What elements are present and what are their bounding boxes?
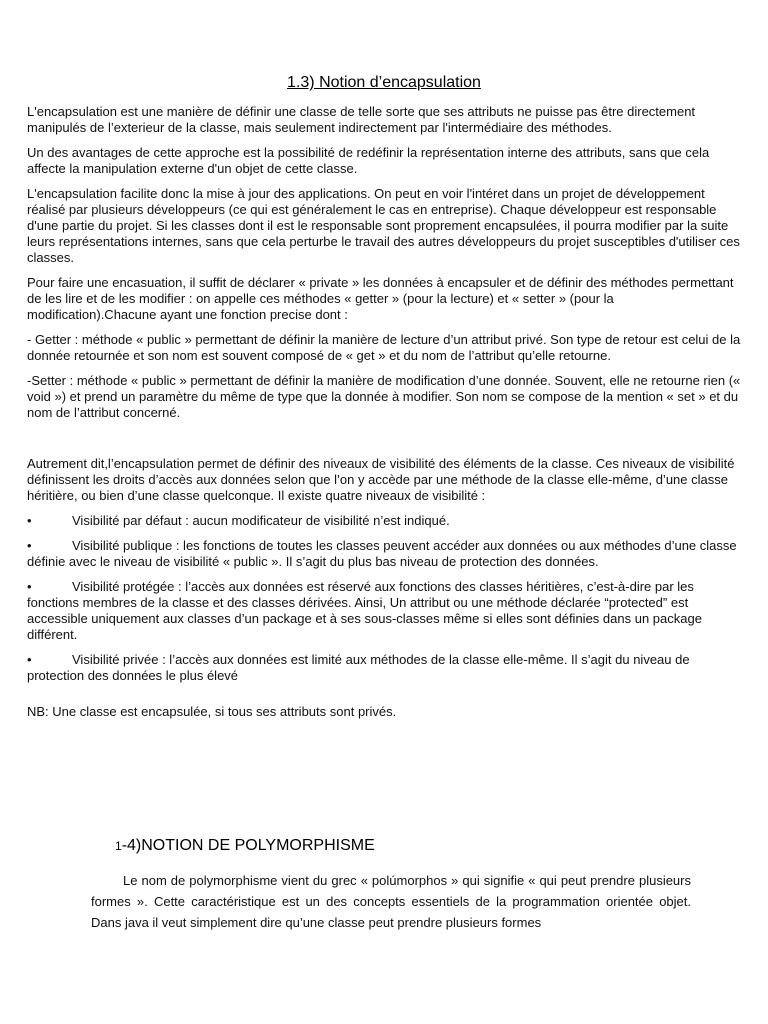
- note-nb: NB: Une classe est encapsulée, si tous ses attributs sont privés.: [27, 704, 397, 719]
- paragraph-maintenance: L'encapsulation facilite donc la mise à jour des applications. On peut en voir l'intéret dans un projet de développement réalisé par plusieurs développeurs (ce qui est généralement le cas en entreprise). Chaque développeur est responsable d'une partie du projet. Si les classes dont il est le responsable sont proprement encapsulées, il pourra modifier par la suite leurs représentations internes, sans que cela perturbe le travail des autres développeurs du projet susceptibles d'utiliser ces classes.: [27, 186, 740, 265]
- bullet-item-protected: [27, 579, 742, 643]
- paragraph-getter: - Getter : méthode « public » permettant de définir la manière de lecture d’un attribut privé. Son type de retour est celui de la donnée retournée et son nom est souvent composé de « get » et du nom de l’attribut qu’elle retourne.: [27, 332, 741, 363]
- section-body: [27, 104, 742, 729]
- bullet-text: Visibilité privée : l’accès aux données est limité aux méthodes de la classe elle-même. Il s’agit du niveau de protection des données le plus élevé: [27, 652, 690, 683]
- paragraph-definition: L'encapsulation est une manière de définir une classe de telle sorte que ses attributs ne puisse pas être directement manipulés de l’exterieur de la classe, mais seulement indirectement par l'intermédiaire des méthodes.: [27, 104, 696, 135]
- paragraph-visibility-intro: Autrement dit,l’encapsulation permet de définir des niveaux de visibilité des éléments de la classe. Ces niveaux de visibilité définissent les droits d’accès aux données selon que l’on y accède par une méthode de la classe elle-même, d’une classe héritière, ou bien d’une classe quelconque. Il existe quatre niveaux de visibilité :: [27, 456, 735, 503]
- paragraph-how-to: Pour faire une encasuation, il suffit de déclarer « private » les données à encapsuler et de définir des méthodes permettant de les lire et de les modifier : on appelle ces méthodes « getter » (pour la lecture) et « setter » (pour la modification).Chacune ayant une fonction precise dont :: [27, 275, 734, 322]
- bullet-text: Visibilité par défaut : aucun modificateur de visibilité n’est indiqué.: [72, 513, 450, 528]
- spacer: [27, 430, 742, 456]
- bullet-mark: •: [27, 652, 32, 667]
- bullet-item-public: [27, 538, 742, 570]
- section-heading-polymorphism: [115, 836, 375, 856]
- bullet-mark: •: [27, 538, 32, 553]
- section-title: 1.3) Notion d’encapsulation: [287, 74, 481, 91]
- bullet-item-private: [27, 652, 742, 684]
- heading-text: -4)NOTION DE POLYMORPHISME: [121, 837, 375, 854]
- bullet-text: Visibilité protégée : l’accès aux données est réservé aux fonctions des classes héritières, c’est-à-dire par les fonctions membres de la classe et des classes dérivées. Ainsi, Un attribut ou une méthode déclarée “protected” est accessible uniquement aux classes d’un package et à ses sous-classes même si elles sont définies dans un package différent.: [27, 579, 702, 642]
- bullet-item-default: [27, 513, 742, 529]
- paragraph-polymorphism: Le nom de polymorphisme vient du grec « polúmorphos » qui signifie « qui peut prendre plusieurs formes ». Cette caractéristique est un des concepts essentiels de la programmation orientée objet. Dans java il veut simplement dire qu’une classe peut prendre plusieurs formes: [91, 873, 691, 930]
- paragraph-advantages: Un des avantages de cette approche est la possibilité de redéfinir la représentation interne des attributs, sans que cela affecte la manipulation externe d'un objet de cette classe.: [27, 145, 710, 176]
- bullet-mark: •: [27, 513, 32, 528]
- paragraph-setter: -Setter : méthode « public » permettant de définir la manière de modification d’une donnée. Souvent, elle ne retourne rien (« void ») et prend un paramètre du même de type que la donnée à modifier. Son nom se compose de la mention « set » et du nom de l’attribut concerné.: [27, 373, 741, 420]
- bullet-mark: •: [27, 579, 32, 594]
- heading-number: 1: [115, 839, 122, 853]
- bullet-text: Visibilité publique : les fonctions de toutes les classes peuvent accéder aux données ou aux méthodes d’une classe définie avec le niveau de visibilité « public ». Il s’agit du plus bas niveau de protection des données.: [27, 538, 737, 569]
- polymorphism-body: [91, 870, 691, 933]
